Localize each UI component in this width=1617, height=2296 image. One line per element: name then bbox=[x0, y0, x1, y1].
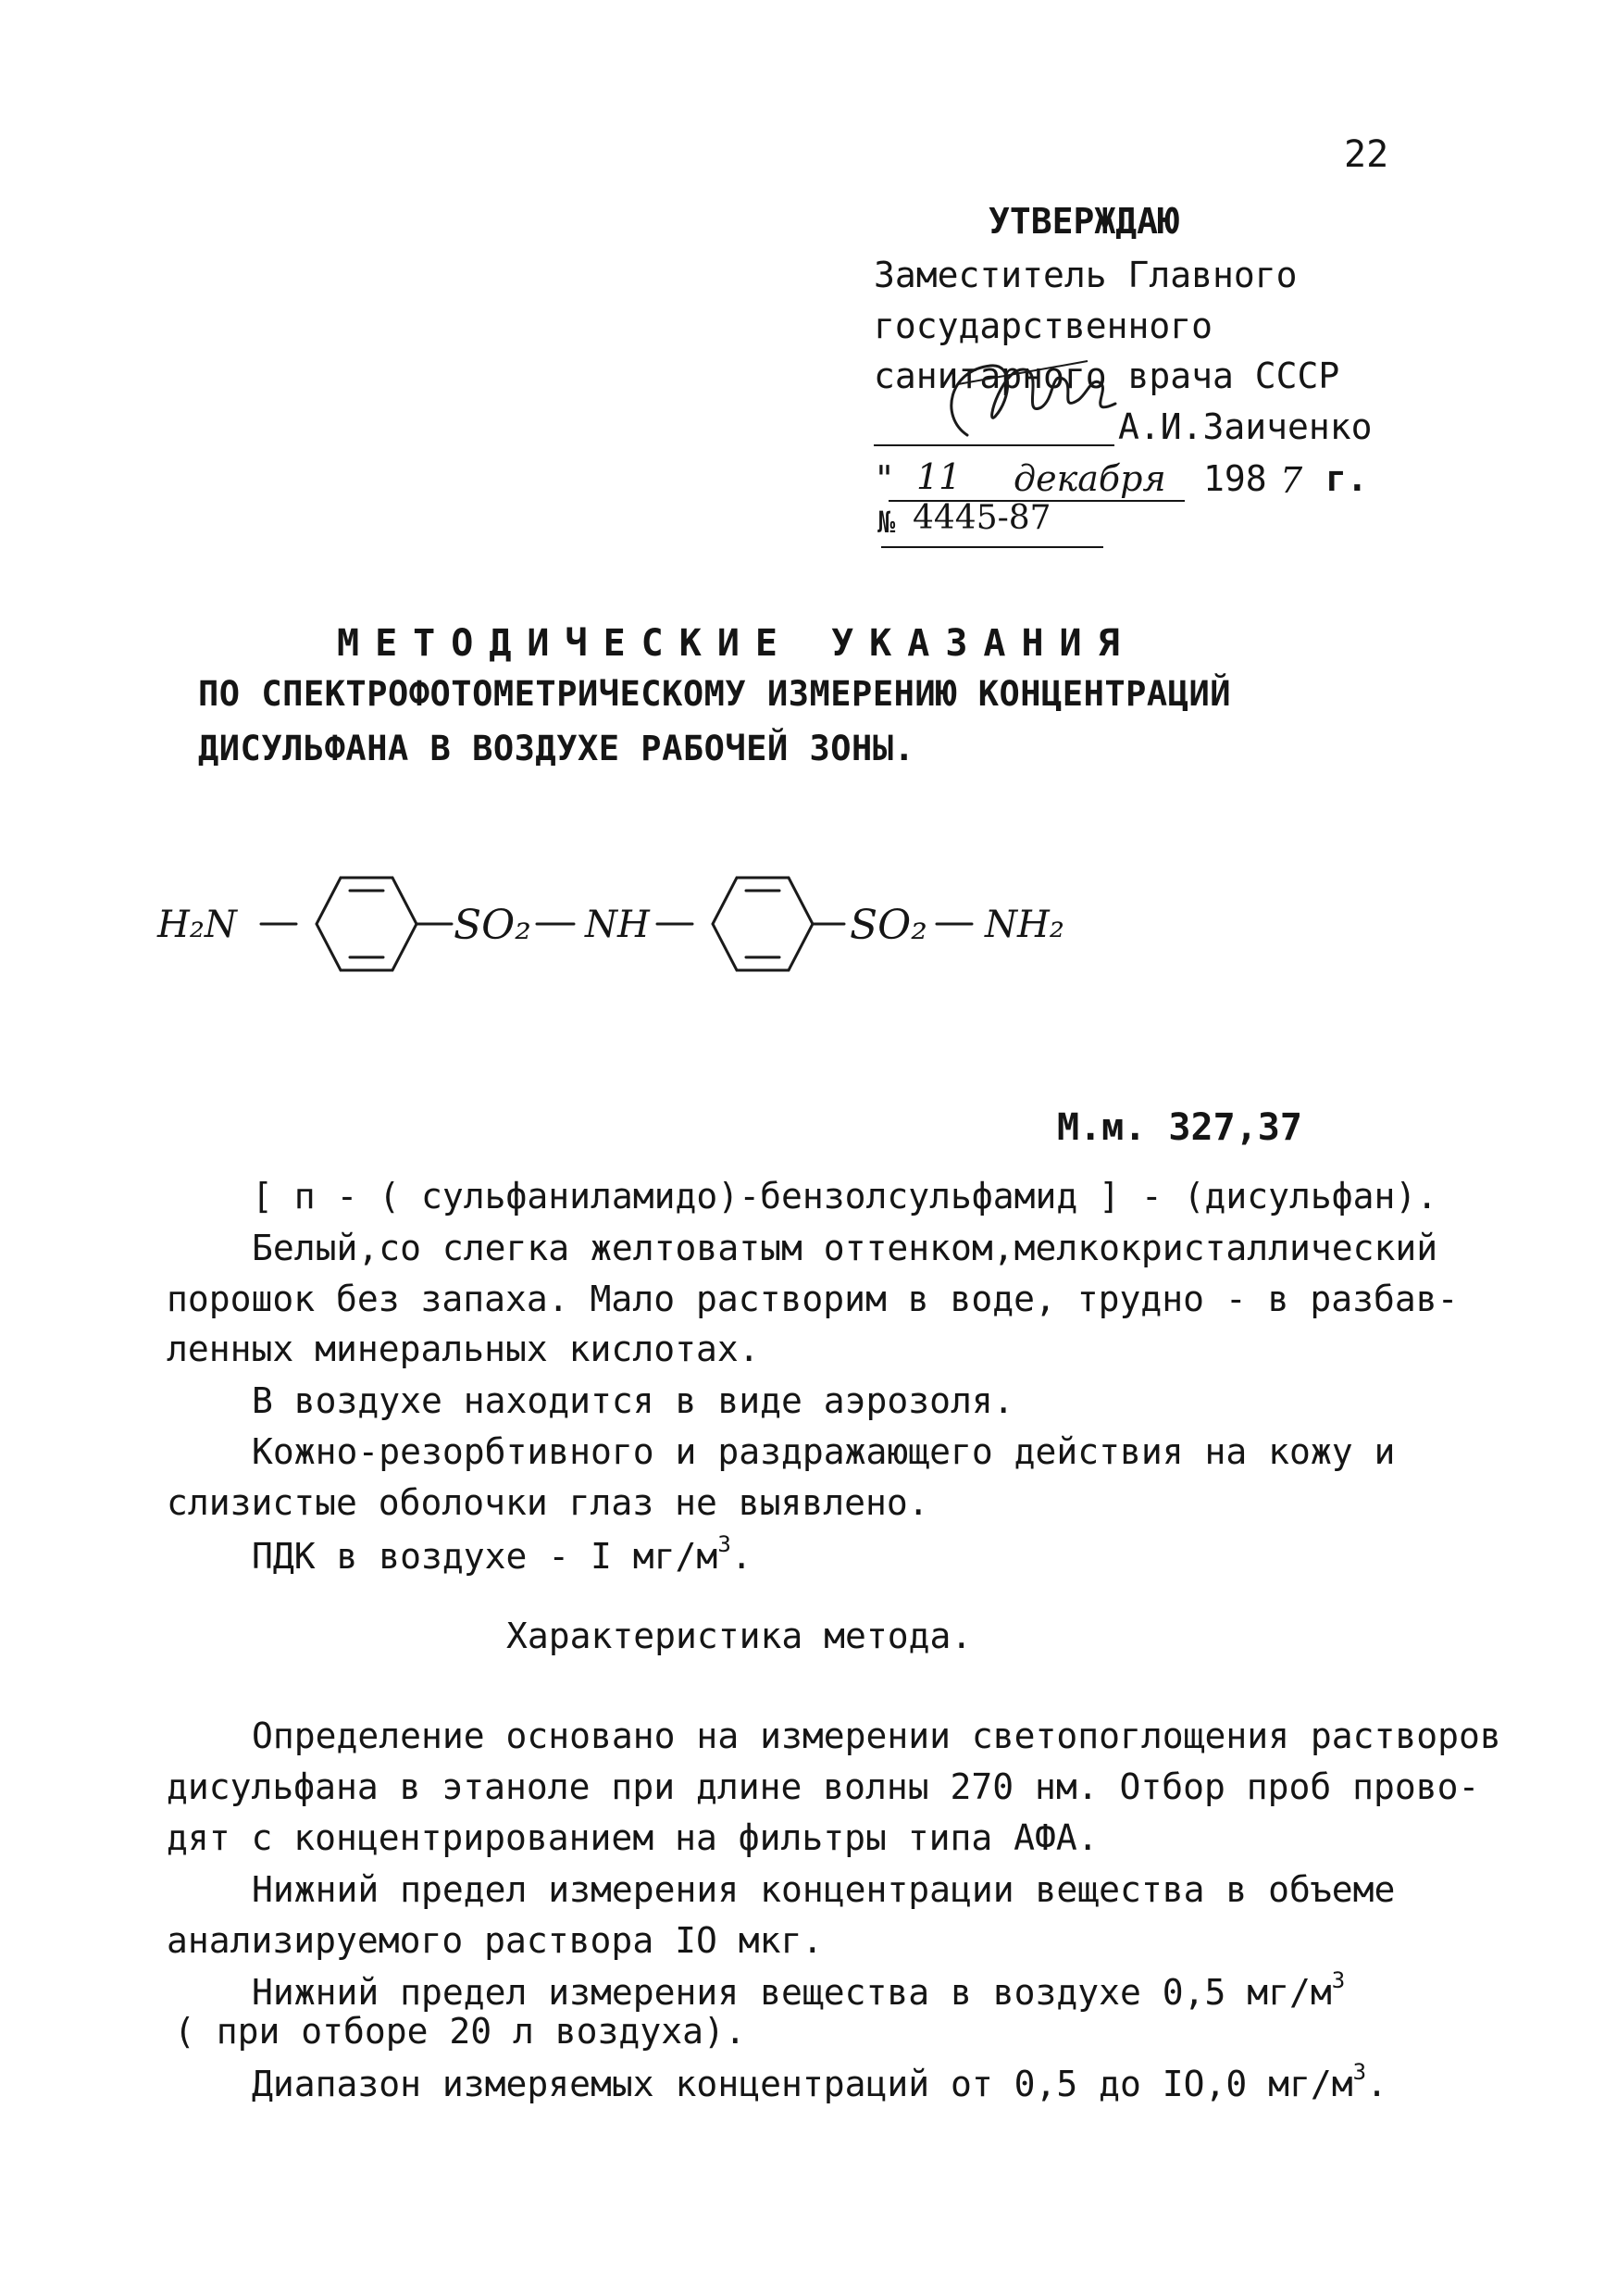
approval-position-line3: санитарного врача СССР bbox=[874, 356, 1340, 396]
method-p1-line3: дят с концентрированием на фильтры типа АФА. bbox=[167, 1817, 1099, 1858]
description-p3-line1: Кожно-резорбтивного и раздражающего действия на кожу и bbox=[252, 1431, 1396, 1472]
signature bbox=[902, 343, 1143, 454]
date-year: 198 bbox=[1203, 458, 1267, 499]
description-p3-line2: слизистые оболочки глаз не выявлено. bbox=[167, 1482, 929, 1523]
formula-amine-group: H₂N bbox=[157, 904, 237, 946]
approval-position-line1: Заместитель Главного bbox=[874, 255, 1298, 295]
method-heading: Характеристика метода. bbox=[506, 1616, 973, 1656]
method-p1-line2: дисульфана в этаноле при длине волны 270 нм. Отбор проб прово- bbox=[167, 1766, 1480, 1807]
pdk-text: ПДК в воздухе - I мг/м bbox=[252, 1536, 718, 1577]
description-p2: В воздухе находится в виде аэрозоля. bbox=[252, 1380, 1014, 1421]
number-prefix: № bbox=[877, 505, 896, 540]
pdk-superscript: 3 bbox=[717, 1531, 731, 1557]
method-p3-text: Нижний предел измерения вещества в воздухе 0,5 мг/м bbox=[252, 1972, 1332, 2013]
method-p4-end: . bbox=[1366, 2064, 1387, 2104]
description-p1-line3: ленных минеральных кислотах. bbox=[167, 1329, 760, 1369]
formula-sulfonyl-group-1: SO₂ bbox=[454, 902, 531, 949]
page-number: 22 bbox=[1344, 133, 1389, 176]
molecular-mass: М.м. 327,37 bbox=[1057, 1106, 1302, 1149]
pdk-line bbox=[252, 1531, 753, 1577]
approval-position-line2: государственного bbox=[874, 306, 1213, 346]
formula-sulfonyl-group-2: SO₂ bbox=[850, 902, 927, 949]
description-p1-line1: Белый,со слегка желтоватым оттенком,мелкокристаллический bbox=[252, 1228, 1438, 1268]
title-line2: ПО СПЕКТРОФОТОМЕТРИЧЕСКОМУ ИЗМЕРЕНИЮ КОНЦЕНТРАЦИЙ bbox=[198, 674, 1232, 714]
date-suffix: г. bbox=[1325, 458, 1368, 499]
date-month: декабря bbox=[1014, 458, 1166, 499]
method-p3-line2: ( при отборе 20 л воздуха). bbox=[174, 2011, 746, 2052]
date-quote: " bbox=[874, 458, 895, 499]
approval-heading: УТВЕРЖДАЮ bbox=[989, 201, 1179, 242]
title-line3: ДИСУЛЬФАНА В ВОЗДУХЕ РАБОЧЕЙ ЗОНЫ. bbox=[198, 729, 915, 768]
method-p1-line1: Определение основано на измерении светопоглощения растворов bbox=[252, 1716, 1501, 1756]
substance-name: [ п - ( сульфаниламидо)-бензолсульфамид ] - (дисульфан). bbox=[252, 1176, 1438, 1217]
method-p4 bbox=[252, 2059, 1387, 2104]
pdk-end: . bbox=[730, 1536, 753, 1577]
date-year-digit: 7 bbox=[1280, 460, 1303, 501]
method-p3-superscript: 3 bbox=[1331, 1967, 1346, 1993]
method-p2-line1: Нижний предел измерения концентрации вещества в объеме bbox=[252, 1869, 1396, 1910]
description-p1-line2: порошок без запаха. Мало растворим в воде, трудно - в разбав- bbox=[167, 1279, 1459, 1319]
structural-formula bbox=[157, 852, 1175, 1000]
approval-signer: А.И.Заиченко bbox=[1118, 406, 1373, 447]
formula-amide-group: NH₂ bbox=[985, 904, 1064, 946]
registration-number: 4445-87 bbox=[913, 499, 1051, 537]
method-p4-superscript: 3 bbox=[1352, 2059, 1367, 2085]
method-p3-line1 bbox=[252, 1967, 1346, 2013]
number-underline bbox=[881, 546, 1103, 548]
title-line1: МЕТОДИЧЕСКИЕ УКАЗАНИЯ bbox=[337, 622, 1136, 665]
date-day: 11 bbox=[916, 456, 962, 497]
formula-imino-group: NH bbox=[585, 904, 650, 946]
method-p2-line2: анализируемого раствора IO мкг. bbox=[167, 1920, 824, 1961]
method-p4-text: Диапазон измеряемых концентраций от 0,5 до IO,0 мг/м bbox=[252, 2064, 1353, 2104]
